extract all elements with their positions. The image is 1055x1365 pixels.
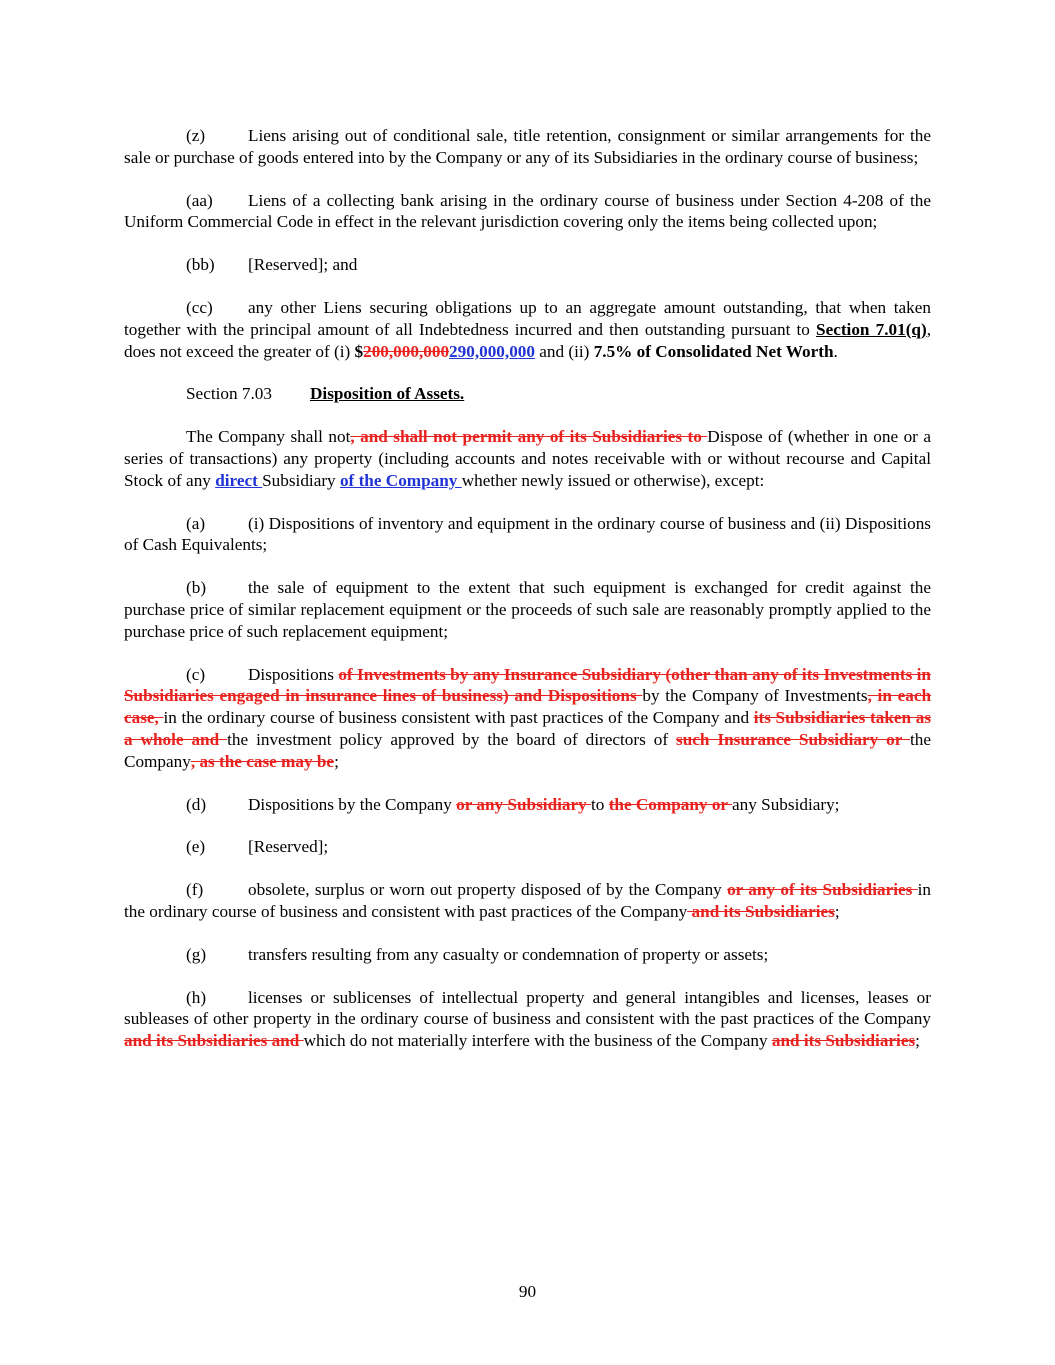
section-heading	[124, 383, 931, 405]
clause-text: (i) Dispositions of inventory and equipment in the ordinary course of business and (ii) Dispositions of Cash Equivalents;	[124, 513, 931, 555]
clause-text: Liens of a collecting bank arising in the ordinary course of business under Section 4-208 of the Uniform Commercial Code in effect in the relevant jurisdiction covering only the items being collected upon;	[124, 190, 931, 232]
clause-label: (g)	[186, 944, 207, 964]
deleted-text: and its Subsidiaries and	[124, 1031, 304, 1051]
clause-text: , does not exceed the greater of (i)	[124, 319, 931, 361]
inserted-amount: 290,000,000	[449, 341, 535, 361]
deleted-amount: 200,000,000	[363, 341, 450, 361]
clause-cc	[124, 297, 931, 362]
clause-c	[124, 664, 931, 773]
deleted-text: and its Subsidiaries	[771, 1031, 916, 1051]
document-body	[124, 125, 931, 1073]
clause-label: (c)	[186, 664, 206, 684]
clause-d	[124, 794, 931, 816]
clause-text: licenses or sublicenses of intellectual property and general intangibles and licenses, leases or subleases of other property in the ordinary course of business and consistent with the past practices of the Company	[124, 987, 931, 1029]
section-reference: Section 7.01(q)	[816, 319, 927, 339]
deleted-text: , as the case may be	[190, 751, 335, 771]
clause-label: (aa)	[186, 190, 213, 210]
clause-text: by the Company of Investments	[642, 686, 868, 706]
intro-text: Subsidiary	[262, 470, 340, 490]
clause-text: obsolete, surplus or worn out property disposed of by the Company	[248, 880, 728, 900]
deleted-text: its Subsidiaries taken as a whole and	[124, 708, 932, 749]
inserted-text: direct	[215, 470, 263, 490]
clause-h	[124, 987, 931, 1052]
clause-text: [Reserved]; and	[248, 255, 358, 275]
clause-text: in the ordinary course of business and consistent with past practices of the Company	[124, 880, 932, 921]
deleted-text: , in each case,	[124, 686, 932, 728]
clause-bb	[124, 254, 931, 276]
inserted-text: of the Company	[339, 470, 462, 490]
clause-text: in the ordinary course of business consistent with past practices of the Company and	[163, 708, 754, 728]
deleted-text: the Company or	[608, 794, 733, 814]
intro-text: Dispose of (whether in one or a series of transactions) any property (including accounts and notes receivable with or without recourse and Capital Stock of any	[124, 427, 931, 490]
clause-text: transfers resulting from any casualty or condemnation of property or assets;	[248, 944, 769, 964]
clause-text: to	[591, 794, 609, 814]
clause-text: ;	[915, 1031, 920, 1051]
clause-text: the Company	[124, 729, 931, 771]
clause-label: (e)	[186, 837, 206, 857]
clause-label: (f)	[186, 880, 204, 900]
clause-text: Liens arising out of conditional sale, title retention, consignment or similar arrangements for the sale or purchase of goods entered into by the Company or any of its Subsidiaries in the ordinary course of business;	[124, 126, 931, 167]
clause-text: .	[833, 341, 838, 361]
clause-aa	[124, 190, 931, 234]
clause-label: (d)	[186, 794, 207, 814]
clause-text: [Reserved];	[248, 837, 329, 857]
clause-label: (z)	[186, 126, 206, 145]
deleted-text: or any of its Subsidiaries	[727, 880, 918, 900]
clause-text: and (ii)	[534, 341, 594, 361]
clause-text: the investment policy approved by the board of directors of	[227, 729, 677, 749]
clause-text: ;	[334, 751, 339, 771]
clause-z	[124, 125, 931, 169]
intro-text: whether newly issued or otherwise), except:	[461, 470, 765, 490]
clause-text: ;	[834, 901, 840, 921]
intro-text: The Company shall not	[186, 427, 351, 447]
clause-g	[124, 944, 931, 966]
clause-text: Dispositions by the Company	[248, 794, 457, 814]
clause-e	[124, 836, 931, 858]
deleted-text: such Insurance Subsidiary or	[676, 729, 910, 749]
clause-text: Dispositions	[248, 664, 339, 684]
clause-label: (a)	[186, 513, 206, 533]
deleted-text: and its Subsidiaries	[687, 901, 835, 921]
section-number: Section 7.03	[186, 384, 272, 404]
clause-b	[124, 577, 931, 642]
clause-label: (h)	[186, 987, 207, 1007]
clause-f	[124, 879, 931, 923]
clause-a	[124, 513, 931, 557]
deleted-text: of Investments by any Insurance Subsidiary (other than any of its Investments in Subsidiaries engaged in insurance lines of business) and Dispositions	[124, 664, 931, 706]
deleted-text: or any Subsidiary	[456, 794, 592, 814]
clause-label: (bb)	[186, 255, 215, 275]
net-worth-percent: 7.5% of Consolidated Net Worth	[593, 341, 834, 361]
section-title: Disposition of Assets.	[310, 384, 465, 404]
deleted-text: , and shall not permit any of its Subsidiaries to	[350, 427, 708, 447]
clause-text: any Subsidiary;	[732, 794, 840, 814]
clause-text: any other Liens securing obligations up to an aggregate amount outstanding, that when taken together with the principal amount of all Indebtedness incurred and then outstanding pursuant to	[124, 297, 931, 339]
clause-label: (b)	[186, 578, 207, 598]
clause-text: which do not materially interfere with the business of the Company	[303, 1031, 772, 1051]
section-intro	[124, 426, 931, 491]
page-number: 90	[518, 1282, 537, 1301]
clause-label: (cc)	[186, 297, 213, 317]
dollar-sign: $	[354, 341, 364, 361]
clause-text: the sale of equipment to the extent that such equipment is exchanged for credit against the purchase price of similar replacement equipment or the proceeds of such sale are reasonably promptly applied to the purchase price of such replacement equipment;	[124, 578, 931, 641]
